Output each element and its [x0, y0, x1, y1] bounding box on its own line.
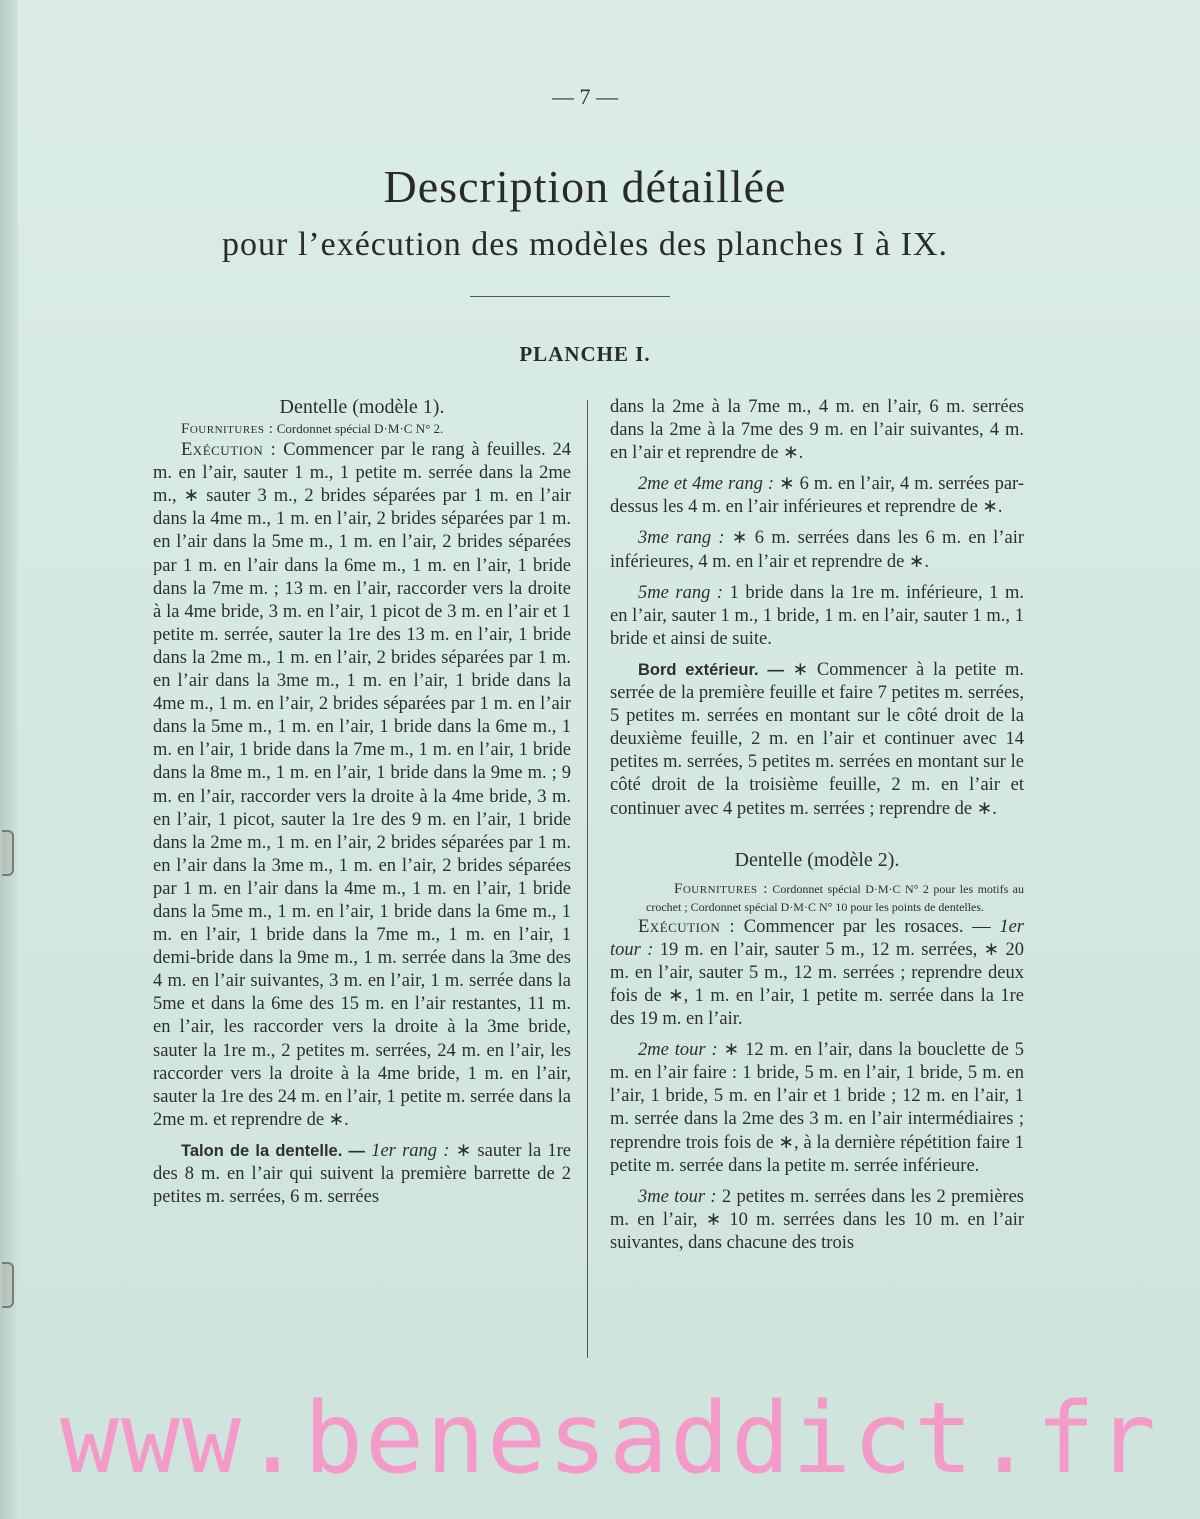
execution-1: Exécution : Commencer par le rang à feuilles. 24 m. en l’air, sauter 1 m., 1 petite m. serrée dans la 2me m., ∗ sauter 3 m., 2 brides séparées par 1 m. en l’air dans la 4me m., 1 m. en l’air, 2 brides séparées par 1 m. en l’air dans la 5me m., 1 m. en l’air, 2 brides séparées par 1 m. en l’air dans la 6me m., 1 m. en l’air, 1 bride dans la 7me m. ; 13 m. en l’air, raccorder vers la droite à la 4me bride, 3 m. en l’air, 1 picot de 3 m. en l’air et 1 petite m. serrée, sauter la 1re des 13 m. en l’air, 1 bride dans la 2me m., 1 m. en l’air, 2 brides séparées par 1 m. en l’air dans la 3me m., 1 m. en l’air, 1 bride dans la 4me m., 1 m. en l’air, 2 brides séparées par 1 m. en l’air dans la 5me m., 1 m. en l’air, 1 bride dans la 6me m., 1 m. en l’air, 1 bride dans la 7me m., 1 m. en l’air, 1 bride dans la 8me m., 1 m. en l’air, 1 bride dans la 9me m. ; 9 m. en l’air, raccorder vers la droite à la 4me bride, 3 m. en l’air, 1 picot, sauter la 1re des 9 m. en l’air, 1 bride dans la 2me m., 1 m. en l’air, 2 brides séparées par 1 m. en l’air dans la 3me m., 1 m. en l’air, 2 brides séparées par 1 m. en l’air dans la 4me m., 1 m. en l’air, 1 bride dans la 5me m., 1 m. en l’air, 1 bride dans la 6me m., 1 m. en l’air, 1 bride dans la 7me m., 1 m. en l’air, 1 demi-bride dans la 9me m., 1 m. serrée dans la 3me des 4 m. en l’air suivantes, 3 m. en l’air, 1 m. serrée dans la 5me et dans la 6me des 15 m. en l’air restantes, 11 m. en l’air, les raccorder vers la droite à la 3me bride, sauter la 1re m., 2 petites m. serrées, 24 m. en l’air, les raccorder vers la droite à la 4me bride, 1 m. en l’air, sauter la 1re des 24 m. en l’air, 1 petite m. serrée dans la 2me m. et reprendre de ∗.	[153, 440, 572, 1130]
bord-exterieur: Bord extérieur. — ∗ Commencer à la petite m. serrée de la première feuille et faire 7 petites m. serrées, 5 petites m. serrées en montant sur le côté droit de la deuxième feuille, 2 m. en l’air et continuer avec 14 petites m. serrées, 5 petites m. serrées en montant sur le côté droit de la troisième feuille, 2 m. en l’air et continuer avec 4 petites m. serrées ; reprendre de ∗.	[610, 659, 1024, 819]
rang-5: 5me rang : 1 bride dans la 1re m. inférieure, 1 m. en l’air, sauter 1 m., 1 bride, 1 m. en l’air, sauter 1 m., 1 bride et ainsi de suite.	[610, 582, 1024, 649]
page-title: Description détaillée	[383, 161, 787, 212]
continuation-paragraph: dans la 2me à la 7me m., 4 m. en l’air, 6 m. serrées dans la 2me à la 7me des 9 m. en l’air suivantes, 4 m. en l’air et reprendre de ∗.	[610, 397, 1024, 464]
talon-paragraph: Talon de la dentelle. — 1er rang : ∗ sauter la 1re des 8 m. en l’air qui suivent la première barrette de 2 petites m. serrées, 6 m. serrées	[153, 1140, 572, 1208]
tour-3: 3me tour : 2 petites m. serrées dans les 2 premières m. en l’air, ∗ 10 m. serrées dans les 10 m. en l’air suivantes, dans chacune des trois	[610, 1186, 1025, 1253]
rang-2-4: 2me et 4me rang : ∗ 6 m. en l’air, 4 m. serrées par-dessus les 4 m. en l’air inférieures et reprendre de ∗.	[610, 474, 1025, 518]
heading-modele-2: Dentelle (modèle 2).	[734, 848, 900, 871]
heading-modele-1: Dentelle (modèle 1).	[279, 396, 445, 418]
page-subtitle: pour l’exécution des modèles des planches I à IX.	[222, 226, 948, 263]
watermark: www.benesaddict.fr	[60, 1382, 1159, 1496]
title-rule	[470, 296, 670, 297]
left-column	[153, 396, 571, 1209]
column-divider	[587, 400, 588, 1358]
section-heading: PLANCHE I.	[519, 342, 651, 366]
fournitures-1: Fournitures : Cordonnet spécial D·M·C N° 2.	[181, 421, 444, 438]
right-column	[610, 396, 1024, 1255]
execution-2: Exécution : Commencer par les rosaces. — 1er tour : 19 m. en l’air, sauter 5 m., 12 m. serrées, ∗ 20 m. en l’air, sauter 5 m., 12 m. serrées ; reprendre deux fois de ∗, 1 m. en l’air, 1 petite m. serrée dans la 1re des 19 m. en l’air.	[610, 916, 1025, 1030]
fournitures-2: Fournitures : Cordonnet spécial D·M·C N° 2 pour les motifs au crochet ; Cordonnet spécial D·M·C N° 10 pour les points de dentelles.	[646, 880, 1025, 914]
page-number: — 7 —	[552, 84, 618, 109]
tour-2: 2me tour : ∗ 12 m. en l’air, dans la bouclette de 5 m. en l’air faire : 1 bride, 5 m. en l’air, 1 bride, 5 m. en l’air, 1 bride, 5 m. en l’air et 1 bride ; 12 m. en l’air, 1 m. serrée dans la 2me des 3 m. en l’air intermédiaires ; reprendre trois fois de ∗, à la dernière répétition faire 1 petite m. serrée dans la petite m. serrée inférieure.	[610, 1040, 1025, 1176]
staple-bottom	[2, 1262, 14, 1308]
staple-top	[2, 830, 14, 876]
rang-3: 3me rang : ∗ 6 m. serrées dans les 6 m. en l’air inférieures, 4 m. en l’air et reprendre de ∗.	[610, 528, 1024, 572]
